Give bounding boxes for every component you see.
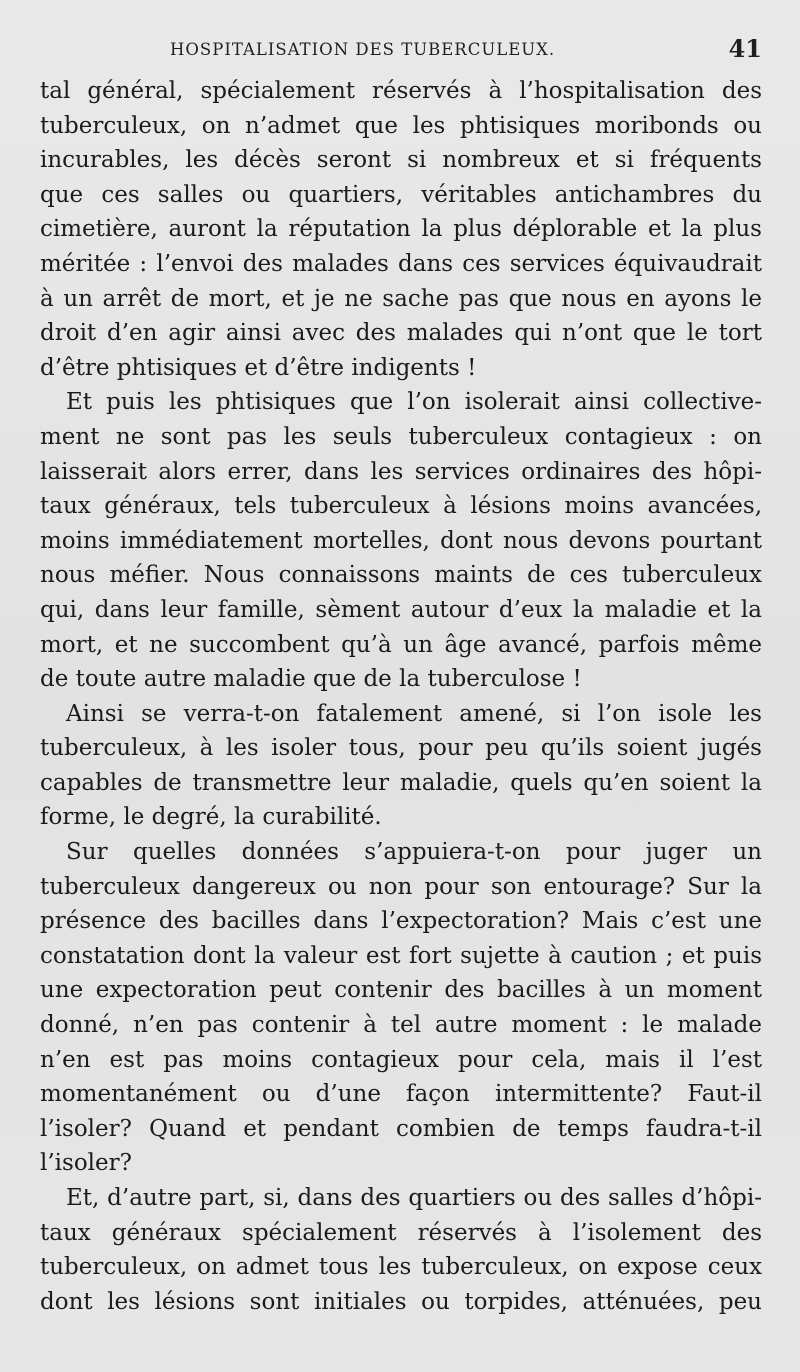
text-line: l’isoler? (40, 1150, 132, 1177)
text-line: forme, le degré, la curabilité. (40, 804, 382, 831)
text-line: droit d’en agir ainsi avec des malades qui n’ont que le tort (40, 320, 762, 347)
text-line: incurables, les décès seront si nombreux et si fréquents (40, 147, 762, 174)
text-line: Ainsi se verra-t-on fatalement amené, si l’on isole les (66, 700, 762, 727)
text-line: moins immédiatement mortelles, dont nous devons pourtant (40, 527, 762, 554)
text-line: que ces salles ou quartiers, véritables antichambres du (40, 181, 762, 208)
text-line: méritée : l’envoi des malades dans ces services équivaudrait (40, 250, 762, 277)
page-number: 41 (728, 34, 762, 63)
text-line: Sur quelles données s’appuiera-t-on pour juger un (66, 839, 762, 866)
text-line: tuberculeux, on admet tous les tuberculeux, on expose ceux (40, 1254, 762, 1281)
text-line: tuberculeux, on n’admet que les phtisiques moribonds ou (40, 112, 762, 139)
text-line: tal général, spécialement réservés à l’hospitalisation des (40, 78, 762, 104)
text-line: donné, n’en pas contenir à tel autre moment : le malade (40, 1012, 762, 1039)
text-line: cimetière, auront la réputation la plus déplorable et la plus (40, 216, 762, 243)
text-line: de toute autre maladie que de la tuberculose ! (40, 666, 582, 693)
text-line: qui, dans leur famille, sèment autour d’eux la maladie et la (40, 596, 762, 623)
text-line: une expectoration peut contenir des bacilles à un moment (40, 977, 762, 1004)
text-line: momentanément ou d’une façon intermittente? Faut-il (40, 1081, 762, 1108)
text-line: présence des bacilles dans l’expectoration? Mais c’est une (40, 908, 762, 935)
text-line: ment ne sont pas les seuls tuberculeux contagieux : on (40, 423, 762, 450)
body-text (40, 74, 762, 1319)
text-line: l’isoler? Quand et pendant combien de temps faudra-t-il (40, 1115, 762, 1142)
text-line: tuberculeux dangereux ou non pour son entourage? Sur la (40, 873, 762, 900)
text-line: taux généraux, tels tuberculeux à lésions moins avancées, (40, 493, 762, 520)
running-title: HOSPITALISATION DES TUBERCULEUX. (170, 40, 556, 59)
text-line: taux généraux spécialement réservés à l’isolement des (40, 1219, 762, 1246)
text-line: mort, et ne succombent qu’à un âge avancé, parfois même (40, 631, 762, 658)
text-line: nous méfier. Nous connaissons maints de ces tuberculeux (40, 562, 762, 589)
text-line: Et puis les phtisiques que l’on isolerait ainsi collective- (66, 389, 762, 416)
text-line: laisserait alors errer, dans les services ordinaires des hôpi- (40, 458, 762, 485)
text-line: constatation dont la valeur est fort sujette à caution ; et puis (40, 942, 762, 969)
text-line: d’être phtisiques et d’être indigents ! (40, 354, 477, 381)
text-line: capables de transmettre leur maladie, quels qu’en soient la (40, 769, 762, 796)
running-head (40, 34, 762, 66)
text-line: Et, d’autre part, si, dans des quartiers ou des salles d’hôpi- (66, 1185, 762, 1211)
text-line: à un arrêt de mort, et je ne sache pas que nous en ayons le (40, 285, 762, 312)
text-line: n’en est pas moins contagieux pour cela, mais il l’est (40, 1046, 762, 1073)
text-line: tuberculeux, à les isoler tous, pour peu qu’ils soient jugés (40, 735, 762, 762)
text-line: dont les lésions sont initiales ou torpides, atténuées, peu (40, 1288, 762, 1315)
